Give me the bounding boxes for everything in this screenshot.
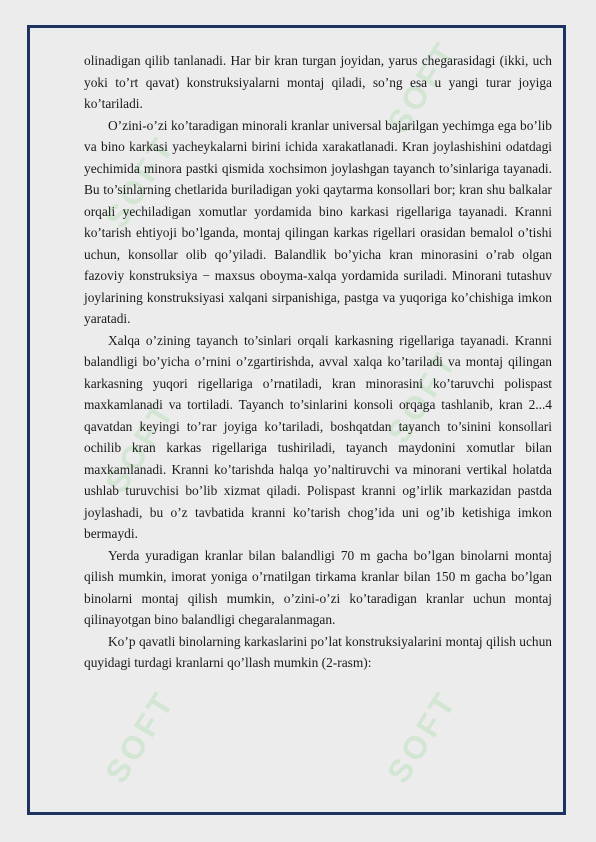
watermark-5: SOFT [98, 684, 183, 790]
document-body [84, 50, 552, 674]
watermark-4: SOFT [380, 344, 465, 450]
paragraph-4: Yerda yuradigan kranlar bilan balandligi 70 m gacha bo’lgan binolarni montaj qilish mumkin, imorat yoniga o’rnatilgan tirkama kranlar bilan 150 m gacha bo’lgan binolarni montaj qilish mumkin, o’zini-o’zi ko’taradigan kranlar uchun montaj qilinayotgan bino balandligi chegaralanmagan. [84, 547, 552, 627]
watermark-6: SOFT [380, 684, 465, 790]
watermark-1: SOFT [98, 129, 183, 235]
paragraph-2: O’zini-o’zi ko’taradigan minorali kranlar universal bajarilgan yechimga ega bo’lib va bino karkasi yacheykalarni birini ichida xarakatlanadi. Kran joylashishini odatdagi yechimida minora pastki qismida xochsimon joylashgan tayanch to’sinlariga tayanadi. Bu to’sinlarning chetlarida buriladigan yoki qaytarma konsollari bor; kran shu balkalar orqali yechiladigan xomutlar yordamida bino karkasi rigellariga tayanadi. Kranni ko’tarish ehtiyoji bo’lganda, montaj qilingan karkas rigellari orasidan bemalol o’tishi uchun, konsollar olib qo’yiladi. Balandlik bo’yicha kran minorasini o’rab olgan fazoviy konstruksiya − maxsus oboyma-xalqa yordamida suriladi. Minorani tutashuv joylarining konstruksiyasi xalqani sirpanishiga, pastga va yuqoriga ko’chishiga imkon yaratadi. [84, 117, 552, 326]
paragraph-3: Xalqa o’zining tayanch to’sinlari orqali karkasning rigellariga tayanadi. Kranni balandligi bo’yicha o’rnini o’zgartirishda, avval xalqa ko’tariladi va montaj qilingan karkasning yuqori rigellariga o’rnatiladi, kran minorasini ko’taruvchi polispast maxkamlanadi va tortiladi. Tayanch to’sinlarini konsoli orqaga tashlanib, kran 2...4 qavatdan keyingi to’rar joyiga ko’tariladi, boshqatdan tayanch to’sinini konsollari ochilib kran karkas rigellariga tushiriladi, tayanch maydonini xomutlar bilan maxkamlanadi. Kranni ko’tarishda halqa yo’naltiruvchi va minorani vertikal holatda ushlab turuvchisi bo’lib xizmat qiladi. Polispast kranni og’irlik markazidan pastda joylashadi, bu o’z tavbatida kranni ko’tarish chog’ida uni og’ib ketishiga imkon bermaydi. [84, 332, 552, 541]
watermark-3: SOFT [98, 394, 183, 500]
watermark-2: SOFT [380, 34, 465, 140]
paragraph-5: Ko’p qavatli binolarning karkaslarini po’lat konstruksiyalarini montaj qilish uchun quyidagi turdagi kranlarni qo’llash mumkin (2-rasm): [84, 633, 552, 670]
paragraph-1: olinadigan qilib tanlanadi. Har bir kran turgan joyidan, yarus chegarasidagi (ikki, uch yoki to’rt qavat) konstruksiyalarni montaj qiladi, so’ng esa u yangi turar joyiga ko’tariladi. [84, 53, 552, 111]
